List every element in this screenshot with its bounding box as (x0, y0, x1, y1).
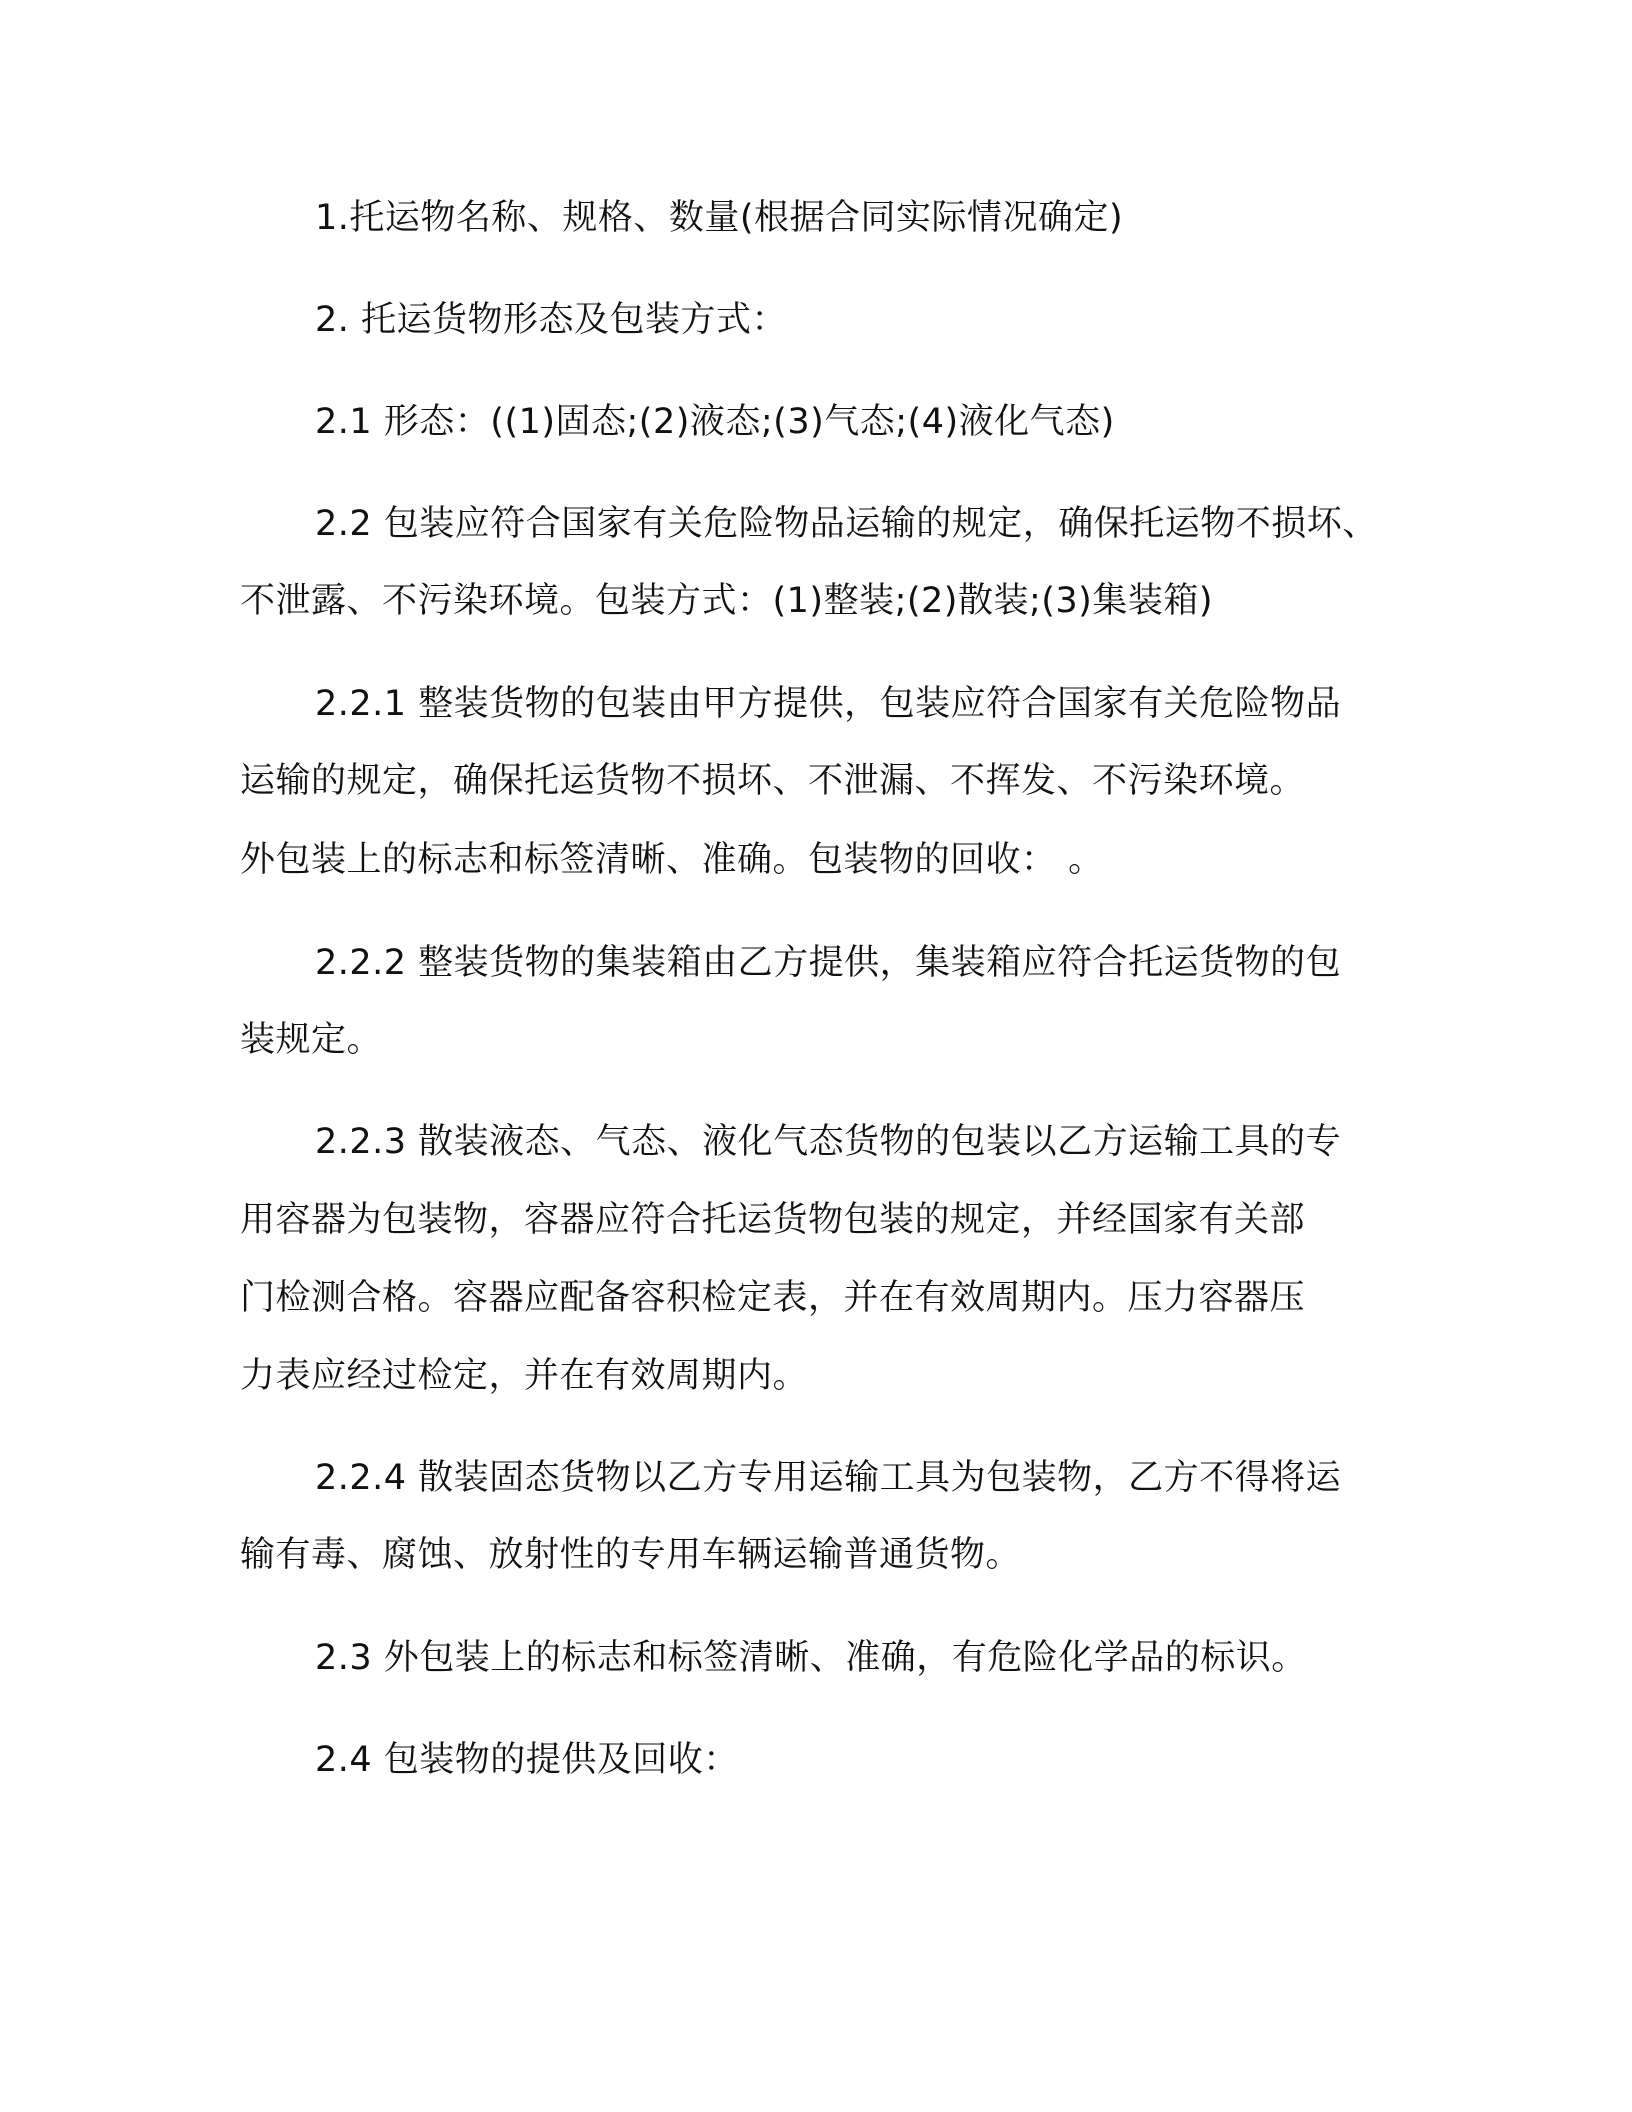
item-2-2-1-line-1: 2.2.1 整装货物的包装由甲方提供，包装应符合国家有关危险物品 (315, 684, 1342, 724)
item-2-2-2-line-1: 2.2.2 整装货物的集装箱由乙方提供，集装箱应符合托运货物的包 (315, 943, 1342, 983)
item-2-2-3-line-3: 门检测合格。容器应配备容积检定表，并在有效周期内。压力容器压 (240, 1278, 1306, 1318)
item-2-2-line-1: 2.2 包装应符合国家有关危险物品运输的规定，确保托运物不损坏、 (315, 504, 1378, 544)
item-2-heading: 2. 托运货物形态及包装方式： (315, 300, 788, 340)
item-2-2-line-2: 不泄露、不污染环境。包装方式：(1)整装;(2)散装;(3)集装箱) (240, 581, 1213, 621)
item-2-2-3-line-2: 用容器为包装物，容器应符合托运货物包装的规定，并经国家有关部 (240, 1200, 1306, 1240)
item-2-2-4-line-1: 2.2.4 散装固态货物以乙方专用运输工具为包装物，乙方不得将运 (315, 1458, 1342, 1498)
item-2-1-text: 2.1 形态：((1)固态;(2)液态;(3)气态;(4)液化气态) (315, 402, 1115, 442)
item-2-2-3-line-4: 力表应经过检定，并在有效周期内。 (240, 1356, 809, 1396)
item-1-heading: 1.托运物名称、规格、数量(根据合同实际情况确定) (315, 198, 1124, 238)
item-2-2-1-line-3: 外包装上的标志和标签清晰、准确。包装物的回收： 。 (240, 840, 1104, 880)
item-2-2-1-line-2: 运输的规定，确保托运货物不损坏、不泄漏、不挥发、不污染环境。 (240, 761, 1306, 801)
item-2-2-3-line-1: 2.2.3 散装液态、气态、液化气态货物的包装以乙方运输工具的专 (315, 1122, 1342, 1162)
item-2-2-2-line-2: 装规定。 (240, 1020, 383, 1060)
item-2-2-4-line-2: 输有毒、腐蚀、放射性的专用车辆运输普通货物。 (240, 1535, 1022, 1575)
item-2-4-text: 2.4 包装物的提供及回收： (315, 1740, 739, 1780)
item-2-3-text: 2.3 外包装上的标志和标签清晰、准确，有危险化学品的标识。 (315, 1638, 1307, 1678)
